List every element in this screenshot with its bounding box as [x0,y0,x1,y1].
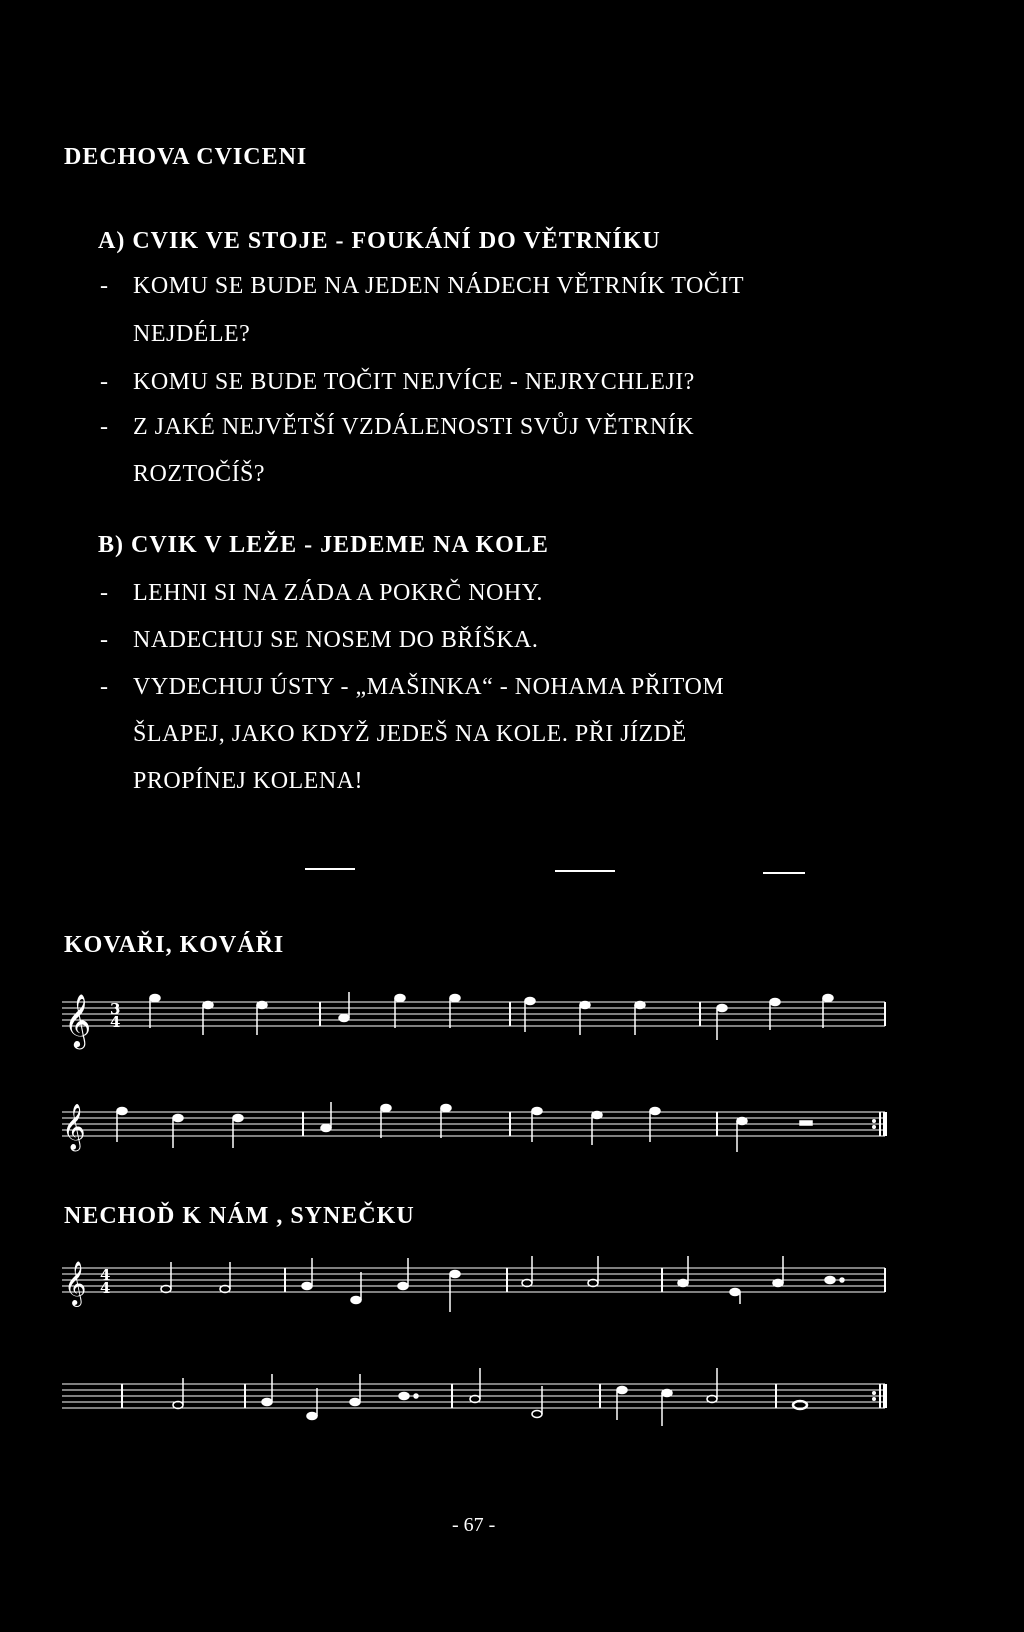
note [825,1277,844,1284]
note [307,1388,317,1420]
section-a-item-2-line-1: KOMU SE BUDE TOČIT NEJVÍCE - NEJRYCHLEJI? [133,369,695,395]
section-a-item-3-line-2: ROZTOČÍŠ? [133,461,266,487]
half-note [522,1256,532,1287]
separator-mark [763,872,805,874]
bullet-dash: - [100,273,108,299]
section-a-item-3-line-1: Z JAKÉ NEJVĚTŠÍ VZDÁLENOSTI SVŮJ VĚTRNÍK [133,414,695,440]
time-signature-bottom: 4 [110,1013,121,1031]
note [381,1105,391,1139]
note [532,1108,542,1143]
page-number: - 67 - [452,1514,496,1536]
section-b-item-3-line-3: PROPÍNEJ KOLENA! [133,768,363,794]
note [525,998,535,1033]
time-signature-top: 3 [110,1000,121,1018]
note [395,995,405,1029]
time-signature-top: 4 [100,1266,111,1284]
section-a-item-1-line-1: KOMU SE BUDE NA JEDEN NÁDECH VĚTRNÍK TOČIT [133,273,745,299]
half-note [220,1262,230,1293]
note [678,1256,688,1287]
half-note [588,1256,598,1287]
section-b-item-2-line-1: NADECHUJ SE NOSEM DO BŘÍŠKA. [133,627,539,653]
section-b-item-1-line-1: LEHNI SI NA ZÁDA A POKRČ NOHY. [133,580,543,606]
note [233,1115,243,1149]
note [399,1393,418,1400]
song-1-staff-2 [0,1100,1024,1170]
note [580,1002,590,1036]
time-signature-bottom: 4 [100,1279,111,1297]
treble-clef-icon: 𝄞 [64,993,92,1047]
half-note [173,1378,183,1409]
note [351,1272,361,1304]
note [203,1002,213,1036]
note [117,1108,127,1143]
half-note [470,1368,480,1403]
note [823,995,833,1029]
note [173,1115,183,1149]
half-note [707,1368,717,1403]
separator-mark [555,870,615,872]
treble-clef-icon: 𝄞 [62,1104,86,1150]
note [650,1108,660,1143]
section-b-item-3-line-1: VYDECHUJ ÚSTY - „MAŠINKA“ - NOHAMA PŘITOM [133,674,725,700]
section-b-item-3-line-2: ŠLAPEJ, JAKO KDYŽ JEDEŠ NA KOLE. PŘI JÍZDĚ [133,721,687,747]
bullet-dash: - [100,369,108,395]
half-note [161,1262,171,1293]
note [441,1105,451,1139]
note [257,1002,267,1036]
note [730,1289,740,1305]
song-2-staff-1 [0,1252,1024,1322]
note [150,995,160,1029]
separator-mark [305,868,355,870]
rest-icon [800,1121,812,1125]
note [450,1271,460,1313]
whole-note [793,1401,807,1409]
note [737,1118,747,1153]
song-2-staff-2 [0,1368,1024,1438]
page-heading: DECHOVA CVICENI [64,144,308,170]
bullet-dash: - [100,580,108,606]
note [635,1002,645,1036]
note [450,995,460,1029]
note [321,1102,331,1132]
song-1-staff-1 [0,990,1024,1060]
section-a-title: A) CVIK VE STOJE - FOUKÁNÍ DO VĚTRNÍKU [98,228,661,254]
bullet-dash: - [100,414,108,440]
treble-clef-icon: 𝄞 [64,1261,87,1305]
note [617,1387,627,1421]
song-1-title: KOVAŘI, KOVÁŘI [64,932,285,958]
note [339,992,349,1022]
song-2-title: NECHOĎ K NÁM , SYNEČKU [64,1203,415,1229]
note [717,1005,727,1041]
bullet-dash: - [100,627,108,653]
section-a-item-1-line-2: NEJDÉLE? [133,321,251,347]
note [773,1256,783,1287]
section-b-title: B) CVIK V LEŽE - JEDEME NA KOLE [98,532,549,558]
song-2-staff-1 [0,1552,1024,1632]
note [592,1112,602,1146]
bullet-dash: - [100,674,108,700]
